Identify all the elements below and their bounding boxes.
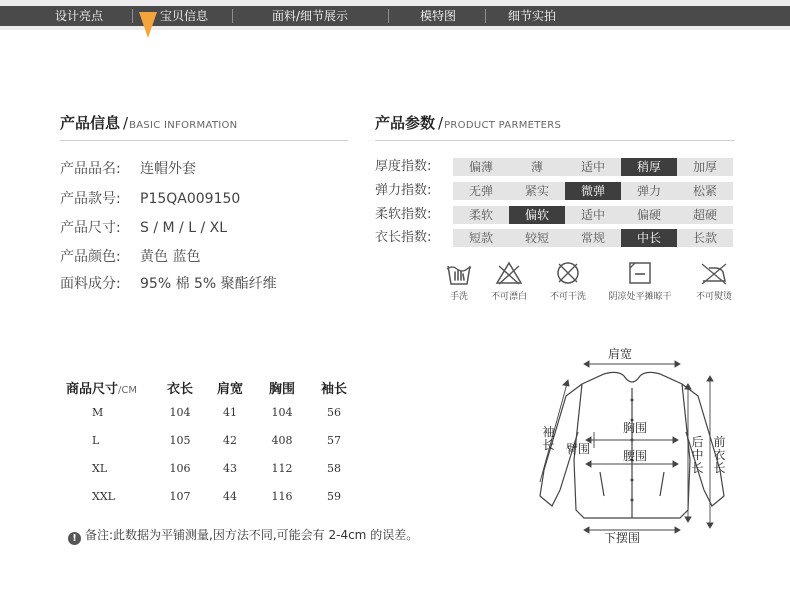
no-dry-clean-icon	[554, 260, 582, 286]
measurement-cell: 59	[327, 489, 341, 503]
size-cell: L	[92, 433, 100, 447]
waist-label: 腰围	[623, 449, 648, 463]
care-item	[605, 260, 675, 302]
chest-label: 胸围	[623, 421, 648, 435]
size-cell: XXL	[92, 489, 115, 503]
hand-wash-icon	[445, 260, 473, 286]
measurement-cell: 43	[223, 461, 237, 475]
table-row	[66, 426, 360, 454]
table-row	[66, 398, 360, 426]
size-cell: M	[92, 405, 104, 419]
active-tab-marker	[139, 12, 157, 38]
no-bleach-icon	[495, 260, 523, 286]
param-option[interactable]: 长款	[692, 231, 717, 245]
nav-separator	[388, 9, 389, 23]
info-label: 产品尺寸:	[60, 220, 121, 236]
column-header: 衣长	[166, 381, 193, 397]
hem-label: 下摆围	[604, 531, 641, 545]
nav-item-detail-photos[interactable]: 细节实拍	[508, 9, 557, 23]
param-options	[453, 206, 733, 224]
params-divider	[375, 140, 735, 141]
info-label: 产品颜色:	[60, 249, 121, 265]
param-option[interactable]: 适中	[580, 208, 605, 222]
care-label: 不可干洗	[549, 292, 586, 302]
param-options	[453, 229, 733, 247]
param-option[interactable]: 加厚	[692, 160, 717, 174]
measurement-cell: 58	[327, 461, 341, 475]
column-header: 袖长	[320, 381, 347, 397]
info-label: 面料成分:	[60, 276, 121, 292]
basic-info-divider	[60, 140, 348, 141]
param-option-selected[interactable]: 稍厚	[621, 158, 677, 176]
params-heading	[375, 112, 561, 134]
sleeve-length-label: 袖长	[542, 425, 555, 452]
info-value: 连帽外套	[140, 161, 196, 177]
param-label: 柔软指数:	[375, 207, 432, 222]
size-column-header	[66, 376, 156, 398]
param-option-selected[interactable]: 偏软	[509, 206, 565, 224]
param-option[interactable]: 偏薄	[468, 160, 493, 174]
back-length-label: 后中长	[691, 435, 704, 475]
nav-separator	[132, 9, 133, 23]
measurement-cell: 44	[223, 489, 237, 503]
param-option[interactable]: 短款	[468, 231, 493, 245]
info-row-product-size	[60, 217, 227, 237]
info-icon: !	[68, 532, 81, 545]
nav-item-design-highlights[interactable]: 设计亮点	[55, 9, 104, 23]
table-row	[66, 454, 360, 482]
front-length-label: 前衣长	[713, 435, 726, 475]
top-navigation-bar	[0, 0, 790, 30]
size-header-label: 商品尺寸	[66, 381, 119, 397]
shoulder-width-label: 肩宽	[608, 347, 633, 361]
no-iron-icon	[699, 260, 729, 286]
param-option[interactable]: 适中	[580, 160, 605, 174]
info-value: P15QA009150	[140, 191, 241, 207]
info-row-product-color	[60, 246, 200, 266]
column-header: 胸围	[268, 381, 295, 397]
param-option[interactable]: 超硬	[692, 208, 717, 222]
param-option[interactable]: 偏硬	[636, 208, 661, 222]
measurement-cell: 107	[169, 489, 191, 503]
nav-separator	[485, 9, 486, 23]
size-table-header	[66, 376, 360, 398]
size-cell: XL	[92, 461, 108, 475]
armhole-label: 臂围	[566, 442, 591, 456]
note-text: 备注:此数据为平铺测量,因方法不同,可能会有 2-4cm 的误差。	[85, 528, 419, 542]
param-label: 衣长指数:	[375, 230, 432, 245]
info-row-product-code	[60, 188, 240, 208]
param-option[interactable]: 较短	[524, 231, 549, 245]
heading-slash: /	[438, 114, 444, 132]
info-label: 产品款号:	[60, 191, 121, 207]
params-subtitle: PRODUCT PARMETERS	[444, 120, 562, 131]
param-option-selected[interactable]: 微弹	[565, 182, 621, 200]
param-option[interactable]: 松紧	[692, 184, 717, 198]
size-table	[66, 376, 360, 510]
measurement-cell: 408	[271, 433, 293, 447]
nav-item-product-info[interactable]: 宝贝信息	[160, 9, 209, 23]
info-value: S / M / L / XL	[140, 220, 228, 236]
info-row-product-name	[60, 158, 196, 178]
heading-slash: /	[123, 114, 129, 132]
nav-item-model-photos[interactable]: 模特图	[420, 9, 457, 23]
nav-separator	[232, 9, 233, 23]
param-option[interactable]: 薄	[530, 160, 543, 174]
info-row-fabric	[60, 273, 277, 293]
garment-measurement-diagram	[520, 340, 740, 550]
params-title: 产品参数	[375, 114, 436, 132]
param-label: 厚度指数:	[375, 159, 432, 174]
param-label: 弹力指数:	[375, 183, 432, 198]
measurement-cell: 106	[169, 461, 191, 475]
care-item	[679, 260, 749, 302]
param-option[interactable]: 常规	[580, 231, 605, 245]
measurement-cell: 57	[327, 433, 341, 447]
param-option[interactable]: 无弹	[468, 184, 493, 198]
measurement-cell: 112	[271, 461, 293, 475]
info-label: 产品品名:	[60, 161, 121, 177]
measurement-cell: 104	[169, 405, 191, 419]
measurement-cell: 41	[223, 405, 237, 419]
measurement-cell: 56	[327, 405, 341, 419]
care-label: 阴凉处平摊晾干	[608, 292, 672, 302]
measurement-note	[68, 526, 418, 544]
basic-info-subtitle: BASIC INFORMATION	[129, 120, 238, 131]
dry-flat-shade-icon	[626, 260, 654, 286]
measurement-cell: 105	[169, 433, 191, 447]
measurement-cell: 104	[271, 405, 293, 419]
param-option[interactable]: 弹力	[636, 184, 661, 198]
care-label: 不可漂白	[490, 292, 527, 302]
info-value: 95% 棉 5% 聚酯纤维	[140, 276, 277, 292]
measurement-cell: 116	[271, 489, 293, 503]
measurement-cell: 42	[223, 433, 237, 447]
care-label: 不可熨烫	[695, 292, 732, 302]
basic-info-heading	[60, 112, 237, 134]
param-options	[453, 182, 733, 200]
nav-item-fabric-details[interactable]: 面料/细节展示	[272, 9, 349, 23]
table-row	[66, 482, 360, 510]
unit-label: /CM	[118, 384, 137, 396]
care-item	[533, 260, 603, 302]
care-label: 手洗	[449, 292, 468, 302]
param-options	[453, 158, 733, 176]
basic-info-title: 产品信息	[60, 114, 121, 132]
param-option[interactable]: 柔软	[468, 208, 493, 222]
nav-strip	[0, 6, 790, 26]
param-option[interactable]: 紧实	[524, 184, 549, 198]
param-option-selected[interactable]: 中长	[621, 229, 677, 247]
info-value: 黄色 蓝色	[140, 249, 201, 265]
column-header: 肩宽	[216, 381, 243, 397]
